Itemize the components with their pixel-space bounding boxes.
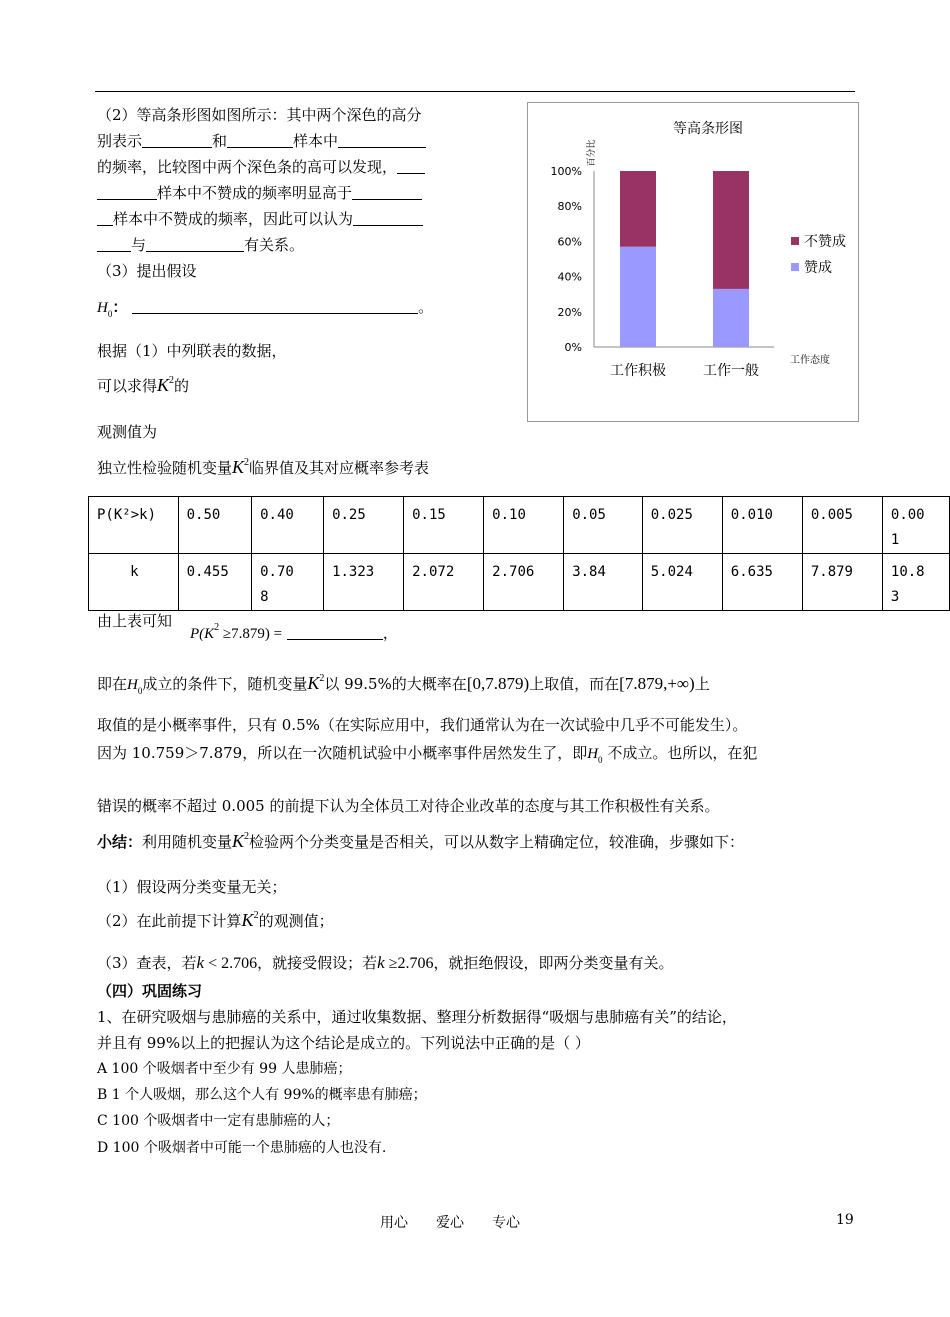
paragraph-line [97,370,189,397]
text: 别表示 [97,132,143,150]
fill-blank [287,625,383,640]
text: C 100 个吸烟者中一定有患肺癌的人； [97,1113,340,1129]
text: ： [112,298,128,316]
text: （3）提出假设 [97,262,197,280]
text: 并且有 99%以上的把握认为这个结论是成立的。下列说法中正确的是（ ） [97,1034,590,1052]
legend-swatch [791,237,799,245]
math-symbol: K [232,831,245,851]
paragraph-line [97,208,423,230]
legend-label: 不赞成 [804,234,846,250]
math-symbol: H [127,677,138,693]
text: 上取值，而在 [529,675,620,693]
math-exponent: 2 [169,375,175,386]
y-axis-label: 百分比 [587,139,597,167]
table-cell: 6.635 [722,554,802,611]
text: ，就接受假设；若 [257,954,378,972]
math-exponent: 2 [214,622,220,633]
table-cell: 2.706 [484,554,564,611]
paragraph-line [97,742,757,771]
table-cell: 7.879 [802,554,882,611]
text: 可以求得 [97,377,158,395]
interval: [7.879,+∞) [619,674,695,693]
paragraph-line [97,130,426,152]
k-row-label-cell: k [89,554,179,611]
text: 取值的是小概率事件，只有 0.5%（在实际应用中，我们通常认为在一次试验中几乎不可能发生）。 [97,716,748,734]
text: 样本中 [293,132,339,150]
paragraph-line [97,1006,737,1028]
y-tick-label: 60% [557,235,582,249]
text: 和 [212,132,228,150]
chart-title: 等高条形图 [673,121,743,137]
stacked-bar-chart [527,102,859,422]
table-cell: 2.072 [404,554,484,611]
paragraph-line [97,826,744,853]
chart-canvas [528,103,858,421]
fill-blank [338,133,426,148]
table-cell: 3.84 [564,554,643,611]
paragraph-line [97,905,334,932]
fill-blank [97,237,131,252]
option-a [97,1058,351,1080]
math-symbol: H [97,300,108,316]
page-number: 19 [836,1212,854,1228]
text: （2）等高条形图如图所示：其中两个深色的高分 [97,106,422,124]
fill-blank [227,133,293,148]
text: 上 [694,675,710,693]
critical-value-table [88,496,950,611]
math-symbol: K [307,673,320,693]
text: D 100 个吸烟者中可能一个患肺癌的人也没有. [97,1140,387,1156]
math-subscript: 0 [598,755,603,765]
paragraph-line [97,234,304,256]
option-b [97,1084,427,1106]
paragraph-line [97,795,719,817]
math-exponent: 2 [253,910,259,921]
paragraph-line [97,182,422,204]
paragraph-line [97,156,425,178]
y-tick-label: 0% [564,341,582,354]
fill-blank [397,159,425,174]
fill-blank [146,237,244,252]
text: 1、在研究吸烟与患肺癌的关系中，通过收集数据、整理分析数据得“吸烟与患肺癌有关”的结论， [97,1008,737,1026]
text: B 1 个人吸烟，那么这个人有 99%的概率患有肺癌； [97,1087,427,1103]
text: 的频率，比较图中两个深色条的高可以发现， [97,158,398,176]
paragraph-line [97,104,422,126]
text: 由上表可知 [97,612,173,630]
table-cell: 0.50 [178,497,251,554]
math-symbol: K [157,375,170,395]
text: （3）查表，若 [97,954,197,972]
paragraph-line [97,452,429,479]
text: 即在 [97,675,128,693]
table-cell: 0.010 [722,497,802,554]
table-cell: 0.10 [484,497,564,554]
paragraph-line [97,714,747,736]
summary-label: 小结： [97,833,143,851]
math-exponent: 2 [244,831,250,842]
probability-formula [190,622,398,643]
text: 样本中不赞成的频率，因此可以认为 [113,210,354,228]
paragraph-line [97,340,287,362]
bar-segment-approve [713,289,749,347]
option-c [97,1110,339,1132]
table-cell: 0.025 [642,497,722,554]
fill-blank [97,211,113,226]
text: 。 [418,298,434,316]
paragraph-line [97,876,287,898]
footer-motto: 用心 爱心 专心 [380,1215,520,1231]
legend-swatch [791,263,799,271]
table-cell: 1.323 [324,554,404,611]
text: 观测值为 [97,423,158,441]
table-row [89,497,950,554]
text: 的观测值； [258,912,334,930]
text: 的 [174,377,190,395]
fill-blank [97,185,157,200]
table-cell: 5.024 [642,554,722,611]
fill-blank [352,185,422,200]
header-rule [95,91,855,92]
paragraph-line [97,952,673,975]
math-exponent: 2 [244,457,250,468]
table-cell: 0.70 8 [252,554,324,611]
category-label: 工作积极 [610,363,666,379]
table-cell: 0.40 [252,497,324,554]
table-cell: 0.455 [178,554,251,611]
text: A 100 个吸烟者中至少有 99 人患肺癌； [97,1061,352,1077]
text: 与 [131,236,147,254]
table-cell: 10.8 3 [882,554,949,611]
fill-blank [132,299,418,314]
option-d [97,1137,386,1159]
y-tick-label: 100% [550,165,582,178]
fill-blank [142,133,212,148]
paragraph-line [97,1032,590,1054]
table-cell: 0.15 [404,497,484,554]
math-symbol: K [232,457,245,477]
text: 不成立。也所以，在犯 [607,744,758,762]
text: （四）巩固练习 [97,982,203,1000]
category-label: 工作一般 [703,363,759,379]
table-cell: 0.005 [802,497,882,554]
math-exponent: 2 [319,673,325,684]
text: 根据（1）中列联表的数据， [97,342,287,360]
bar-segment-approve [620,247,656,347]
text: 样本中不赞成的频率明显高于 [157,184,353,202]
x-axis-label: 工作态度 [790,355,830,366]
paragraph-line [97,421,157,443]
math-text: < 2.706 [204,955,258,972]
math-symbol: k [377,953,385,972]
table-cell: 0.05 [564,497,643,554]
text: 因为 10.759＞7.879，所以在一次随机试验中小概率事件居然发生了，即 [97,744,588,762]
text: 检验两个分类变量是否相关，可以从数字上精确定位，较准确，步骤如下： [249,833,745,851]
paragraph-line [97,260,197,282]
text: 独立性检验随机变量 [97,459,233,477]
fill-blank [353,211,423,226]
y-tick-label: 40% [557,270,582,284]
text: 成立的条件下，随机变量 [142,675,308,693]
text: 错误的概率不超过 0.005 的前提下认为全体员工对待企业改革的态度与其工作积极性有关系。 [97,797,720,815]
hypothesis-line [97,296,433,325]
paragraph-line [97,668,710,702]
table-cell: 0.25 [324,497,404,554]
math-symbol: k [196,953,205,972]
text: 利用随机变量 [142,833,233,851]
math-symbol: K [241,910,254,930]
bar-segment-disapprove [620,171,656,247]
y-tick-label: 20% [557,305,582,319]
math-subscript: 0 [107,309,113,319]
math-text: ≥7.879) = [219,626,283,642]
math-text: P(K [190,626,215,642]
text: ， [382,624,398,642]
y-tick-label: 80% [557,200,582,214]
interval: [0,7.879) [466,674,530,693]
table-row [89,554,950,611]
p-row-label-cell: P(K²>k) [89,497,179,554]
paragraph-line [97,610,172,632]
legend-label: 赞成 [804,260,832,276]
text: （2）在此前提下计算 [97,912,242,930]
math-text: ≥2.706 [384,955,434,972]
section-heading [97,980,202,1002]
table-cell: 0.00 1 [882,497,949,554]
text: 有关系。 [244,236,305,254]
text: 临界值及其对应概率参考表 [249,459,430,477]
text: ，就拒绝假设，即两分类变量有关。 [433,954,674,972]
math-symbol: H [587,746,599,762]
text: 以 99.5%的大概率在 [324,675,467,693]
bar-segment-disapprove [713,171,749,289]
math-subscript: 0 [137,686,143,696]
text: （1）假设两分类变量无关； [97,878,287,896]
